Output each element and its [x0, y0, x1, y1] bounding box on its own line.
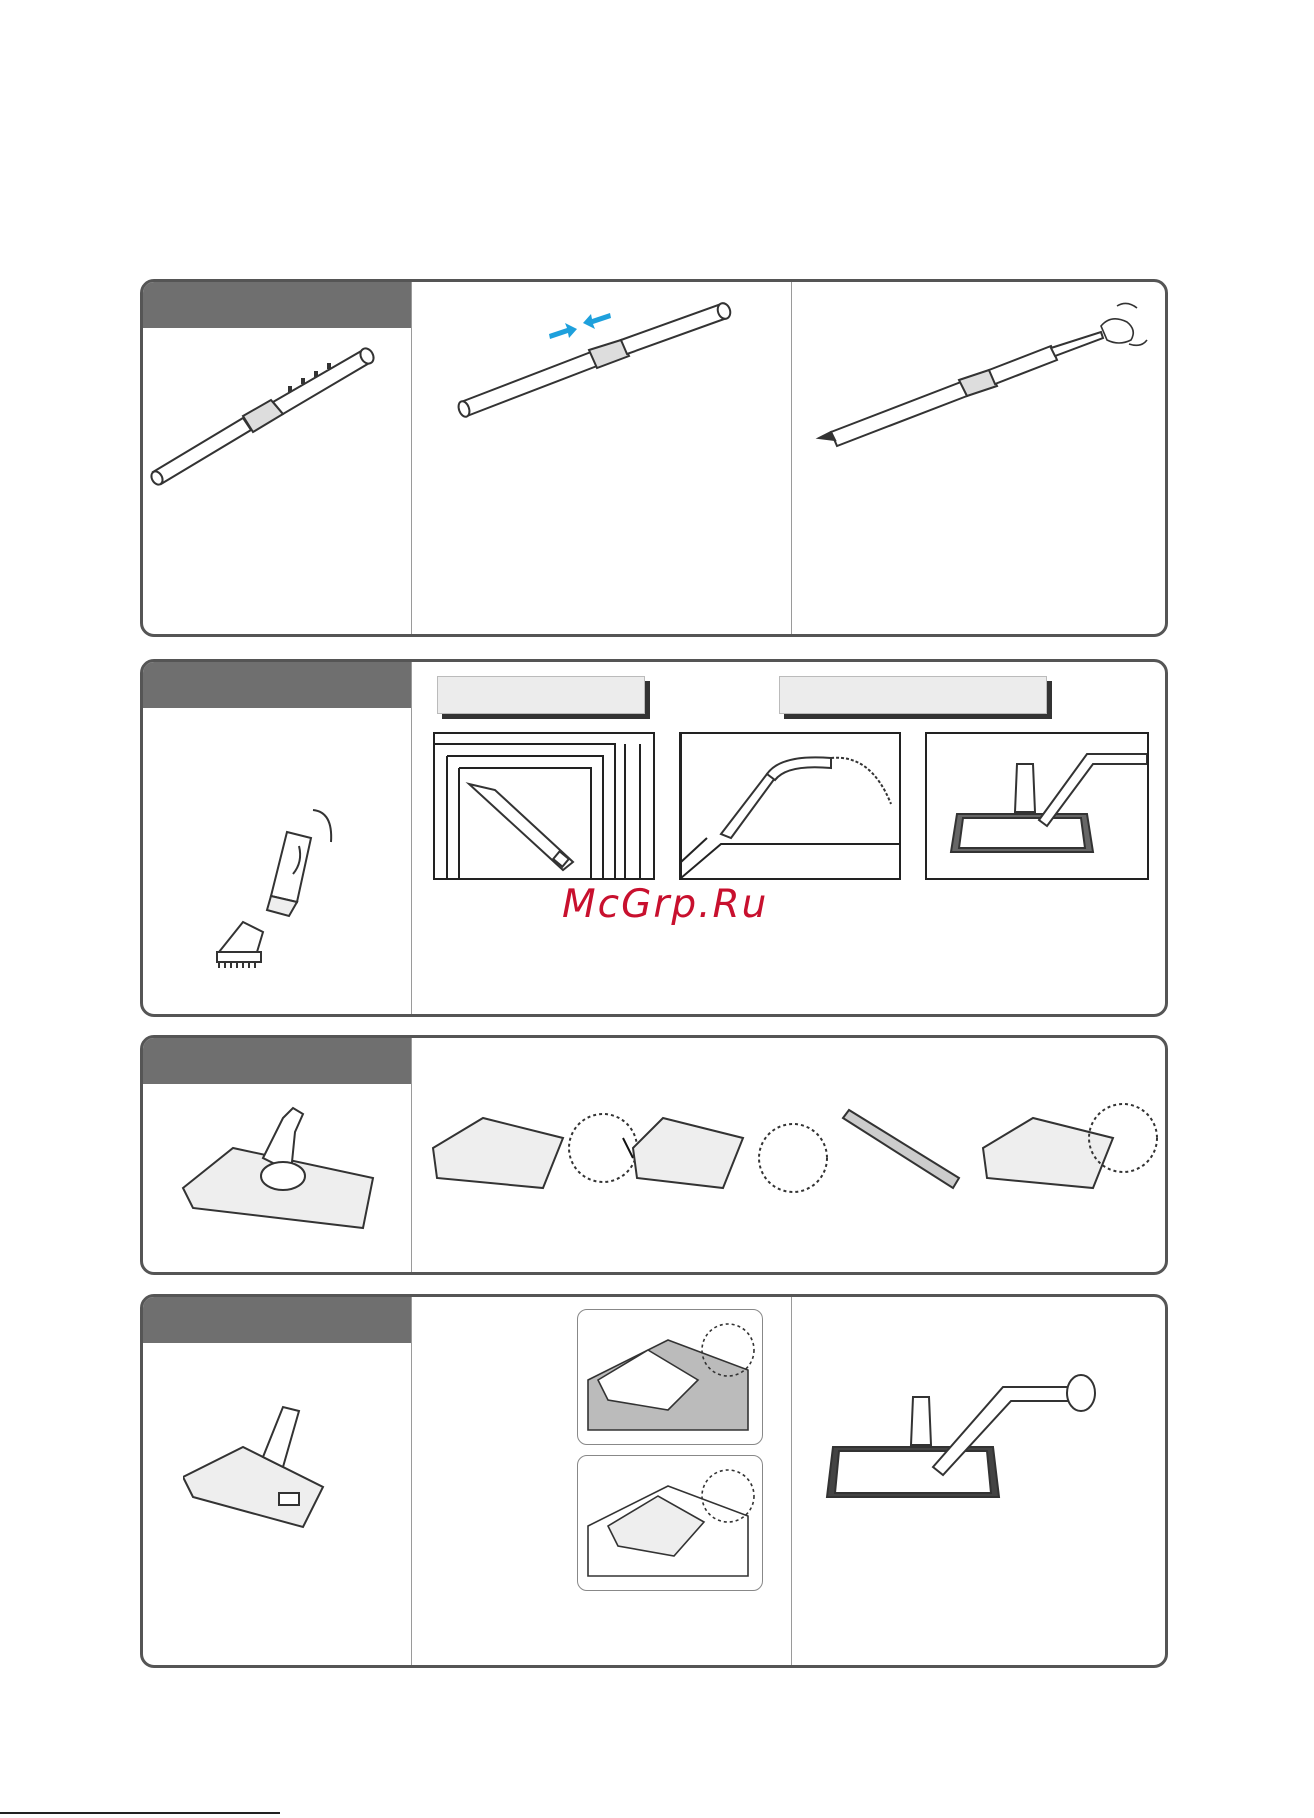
crevice-tool-illustration — [203, 802, 353, 972]
column-divider — [411, 1038, 412, 1272]
floor-nozzle-illustration — [183, 1397, 383, 1567]
corner-cleaning-frame — [679, 732, 901, 880]
floor-nozzle-panel — [140, 1294, 1168, 1668]
squeeze-arrows-icon — [549, 313, 611, 339]
turbo-brush-illustration — [173, 1088, 393, 1258]
footer-rule — [0, 1812, 280, 1814]
turbo-brush-cleaning-steps — [423, 1078, 1163, 1258]
column-divider — [411, 662, 412, 1014]
section-tab — [143, 662, 411, 708]
hand-icon — [1101, 303, 1147, 345]
telescopic-pipe-panel — [140, 279, 1168, 637]
usage-label-box — [437, 676, 645, 714]
turbo-brush-panel — [140, 1035, 1168, 1275]
usage-label-box — [779, 676, 1047, 714]
section-tab — [143, 1038, 411, 1084]
accessories-panel — [140, 659, 1168, 1017]
carpet-mode-frame — [577, 1309, 763, 1445]
crevice-window-frame — [433, 732, 655, 880]
watermark-text: McGrp.Ru — [562, 882, 769, 927]
column-divider — [791, 282, 792, 634]
nozzle-with-pipe-illustration — [823, 1347, 1153, 1547]
column-divider — [411, 1297, 412, 1665]
hard-floor-mode-frame — [577, 1455, 763, 1591]
pipe-extend-hand-illustration — [801, 282, 1168, 462]
column-divider — [791, 1297, 792, 1665]
dusting-brush-icon — [217, 922, 263, 968]
section-tab — [143, 1297, 411, 1343]
pipe-adjust-illustration — [421, 282, 781, 442]
brush-cleaning-frame — [925, 732, 1149, 880]
column-divider — [411, 282, 412, 634]
telescopic-pipe-illustration — [143, 322, 411, 522]
